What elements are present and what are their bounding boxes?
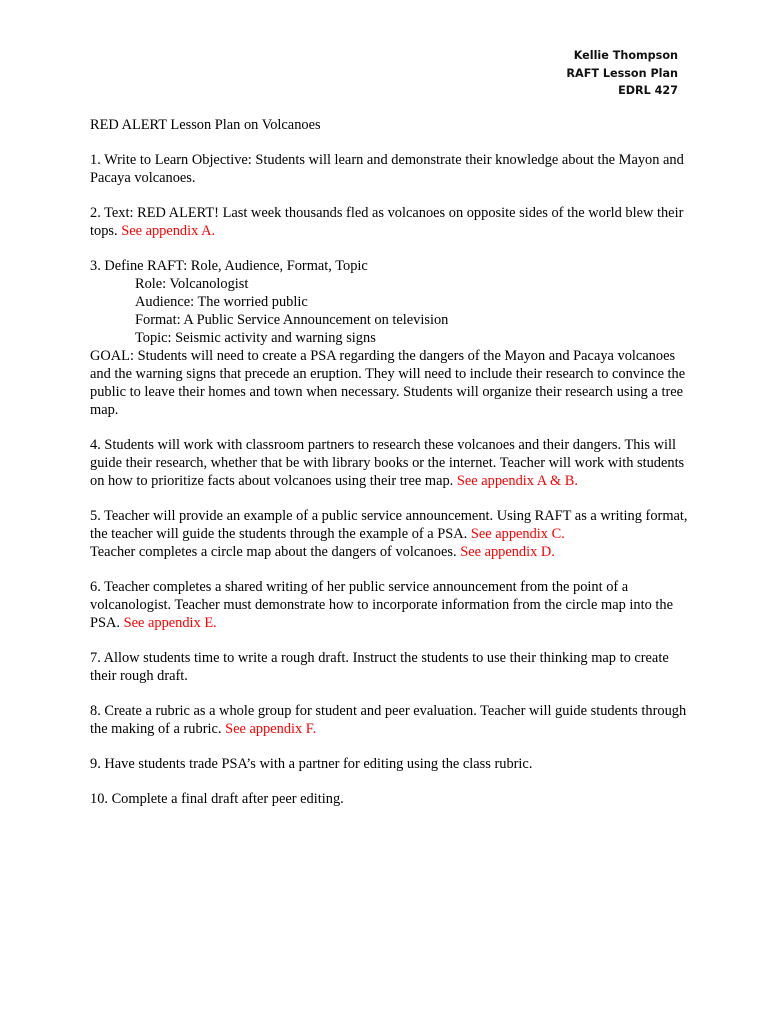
item-1-text: 1. Write to Learn Objective: Students will learn and demonstrate their knowledge about the Mayon and Pacaya volcanoes. [90, 152, 684, 186]
raft-role: Role: Volcanologist [135, 276, 249, 292]
item-5-text: 5. Teacher will provide an example of a public service announcement. Using RAFT as a writing format, the teacher will guide the students through the example of a PSA. [90, 508, 688, 542]
item-6-text: 6. Teacher completes a shared writing of her public service announcement from the point of a volcanologist. Teacher must demonstrate how to incorporate information from the circle map into the PSA. [90, 579, 673, 631]
item-3 [90, 257, 690, 419]
appendix-reference: See appendix F. [225, 721, 317, 737]
item-1 [90, 151, 690, 187]
item-8 [90, 702, 690, 738]
item-5-text-2: Teacher completes a circle map about the dangers of volcanoes. [90, 544, 461, 560]
item-4-text: 4. Students will work with classroom partners to research these volcanoes and their dangers. This will guide their research, whether that be with library books or the internet. Teacher will work with students on how to prioritize facts about volcanoes using their tree map. [90, 437, 685, 489]
appendix-reference: See appendix A & B. [456, 473, 578, 489]
item-5-line-2 [90, 543, 690, 561]
item-10 [90, 790, 690, 808]
appendix-reference: See appendix E. [123, 615, 217, 631]
author-name: Kellie Thompson [573, 49, 678, 62]
item-2-text: 2. Text: RED ALERT! Last week thousands fled as volcanoes on opposite sides of the world blew their tops. [90, 205, 684, 239]
item-7 [90, 649, 690, 685]
appendix-reference: See appendix C. [470, 526, 565, 542]
item-4 [90, 436, 690, 490]
document-subtitle: RAFT Lesson Plan [566, 66, 678, 80]
item-2 [90, 204, 690, 240]
appendix-reference: See appendix A. [121, 223, 216, 239]
item-9 [90, 755, 690, 773]
item-6 [90, 578, 690, 632]
appendix-reference: See appendix D. [460, 544, 555, 560]
item-5 [90, 507, 690, 561]
item-7-text: 7. Allow students time to write a rough draft. Instruct the students to use their thinking map to create their rough draft. [90, 650, 669, 684]
document-header [566, 47, 678, 100]
item-9-text: 9. Have students trade PSA’s with a partner for editing using the class rubric. [90, 756, 533, 772]
document-body [90, 116, 690, 825]
document-title: RED ALERT Lesson Plan on Volcanoes [90, 117, 321, 133]
raft-audience: Audience: The worried public [135, 294, 308, 310]
raft-heading: 3. Define RAFT: Role, Audience, Format, Topic [90, 258, 368, 274]
course-code: EDRL 427 [618, 84, 678, 97]
item-8-text: 8. Create a rubric as a whole group for student and peer evaluation. Teacher will guide students through the making of a rubric. [90, 703, 687, 737]
raft-format: Format: A Public Service Announcement on television [135, 312, 449, 328]
item-10-text: 10. Complete a final draft after peer editing. [90, 791, 344, 807]
raft-goal: GOAL: Students will need to create a PSA regarding the dangers of the Mayon and Pacaya volcanoes and the warning signs that precede an eruption. They will need to include their research to convince the public to leave their homes and town when necessary. Students will organize their research using a tree map. [90, 348, 686, 418]
raft-topic: Topic: Seismic activity and warning signs [135, 330, 376, 346]
